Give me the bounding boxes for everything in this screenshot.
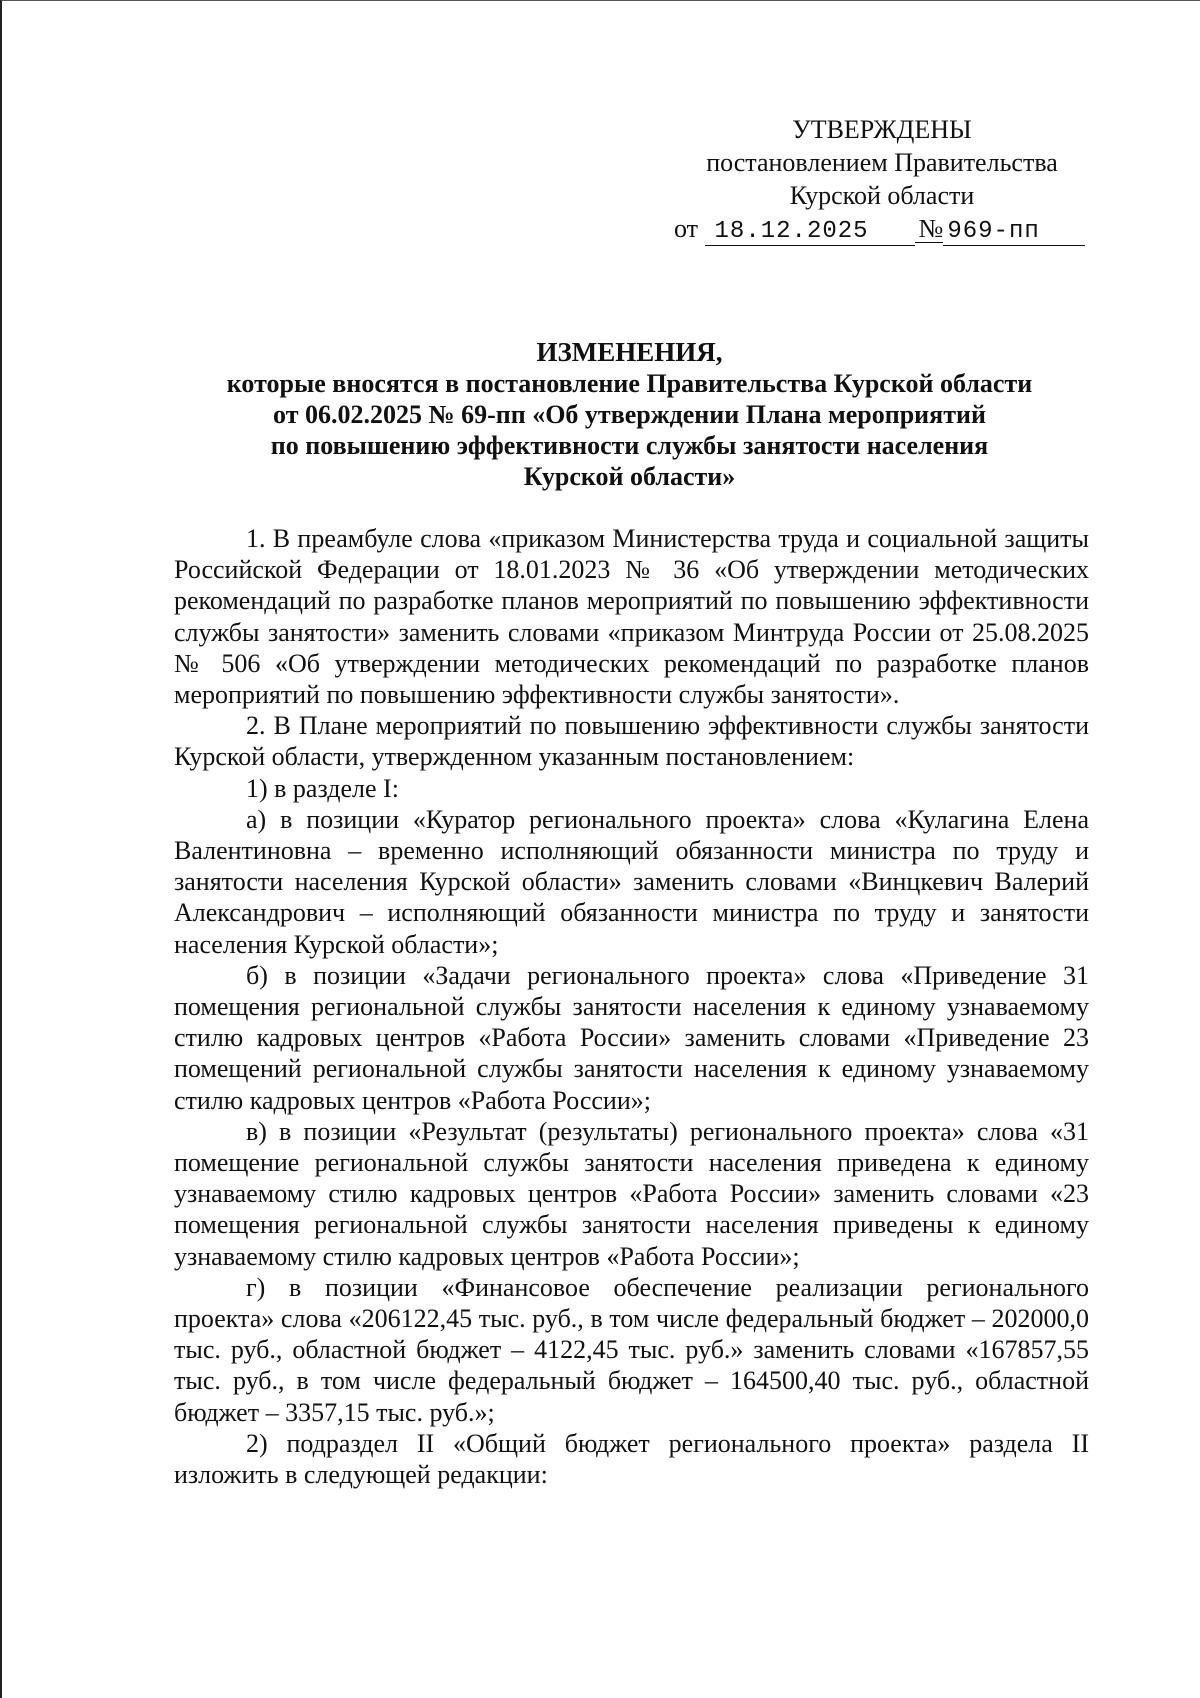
paragraph-2: 2. В Плане мероприятий по повышению эффективности службы занятости Курской области, утвержденном указанным постановлением: <box>174 711 1089 772</box>
approval-dateline <box>662 212 1102 246</box>
approval-stamp <box>662 113 1102 246</box>
heading-line-1: которые вносятся в постановление Правительства Курской области <box>226 369 1033 398</box>
date-prefix: от <box>674 214 699 243</box>
approval-number: 969-пп <box>943 219 1085 246</box>
document-body <box>174 523 1089 1490</box>
heading-line-4: Курской области» <box>523 462 736 491</box>
approval-date: 18.12.2025 <box>705 219 915 246</box>
paragraph-6: в) в позиции «Результат (результаты) регионального проекта» слова «31 помещение региональной службы занятости населения приведена к единому узнаваемому стилю кадровых центров «Работа России» заменить словами «23 помещения региональной службы занятости населения приведены к единому узнаваемому стилю кадровых центров «Работа России»; <box>174 1116 1089 1271</box>
approval-line-1: постановлением Правительства <box>706 148 1058 177</box>
approval-line-2: Курской области <box>789 181 975 210</box>
heading-line-2: от 06.02.2025 № 69-пп «Об утверждении Плана мероприятий <box>273 400 986 429</box>
number-prefix: № <box>915 216 944 243</box>
heading-title: ИЗМЕНЕНИЯ, <box>536 337 723 367</box>
paragraph-8: 2) подраздел II «Общий бюджет регионального проекта» раздела II изложить в следующей редакции: <box>174 1428 1089 1490</box>
approval-title: УТВЕРЖДЕНЫ <box>792 115 972 144</box>
heading-line-3: по повышению эффективности службы занятости населения <box>270 431 989 460</box>
paragraph-5: б) в позиции «Задачи регионального проекта» слова «Приведение 31 помещения региональной службы занятости населения к единому узнаваемому стилю кадровых центров «Работа России» заменить словами «Приведение 23 помещений региональной службы занятости населения к единому узнаваемому стилю кадровых центров «Работа России»; <box>174 960 1089 1115</box>
document-heading <box>172 337 1087 492</box>
paragraph-7: г) в позиции «Финансовое обеспечение реализации регионального проекта» слова «206122,45 тыс. руб., в том числе федеральный бюджет – 202000,0 тыс. руб., областной бюджет – 4122,45 тыс. руб.» заменить словами «167857,55 тыс. руб., в том числе федеральный бюджет – 164500,40 тыс. руб., областной бюджет – 3357,15 тыс. руб.»; <box>174 1272 1089 1427</box>
paragraph-3: 1) в разделе I: <box>246 773 399 803</box>
paragraph-4: а) в позиции «Куратор регионального проекта» слова «Кулагина Елена Валентиновна – временно исполняющий обязанности министра по труду и занятости населения Курской области» заменить словами «Винцкевич Валерий Александрович – исполняющий обязанности министра по труду и занятости населения Курской области»; <box>174 804 1089 959</box>
paragraph-1: 1. В преамбуле слова «приказом Министерства труда и социальной защиты Российской Федерации от 18.01.2023 № 36 «Об утверждении методических рекомендаций по разработке планов мероприятий по повышению эффективности службы занятости» заменить словами «приказом Минтруда России от 25.08.2025 № 506 «Об утверждении методических рекомендаций по разработке планов мероприятий по повышению эффективности службы занятости». <box>174 524 1089 710</box>
